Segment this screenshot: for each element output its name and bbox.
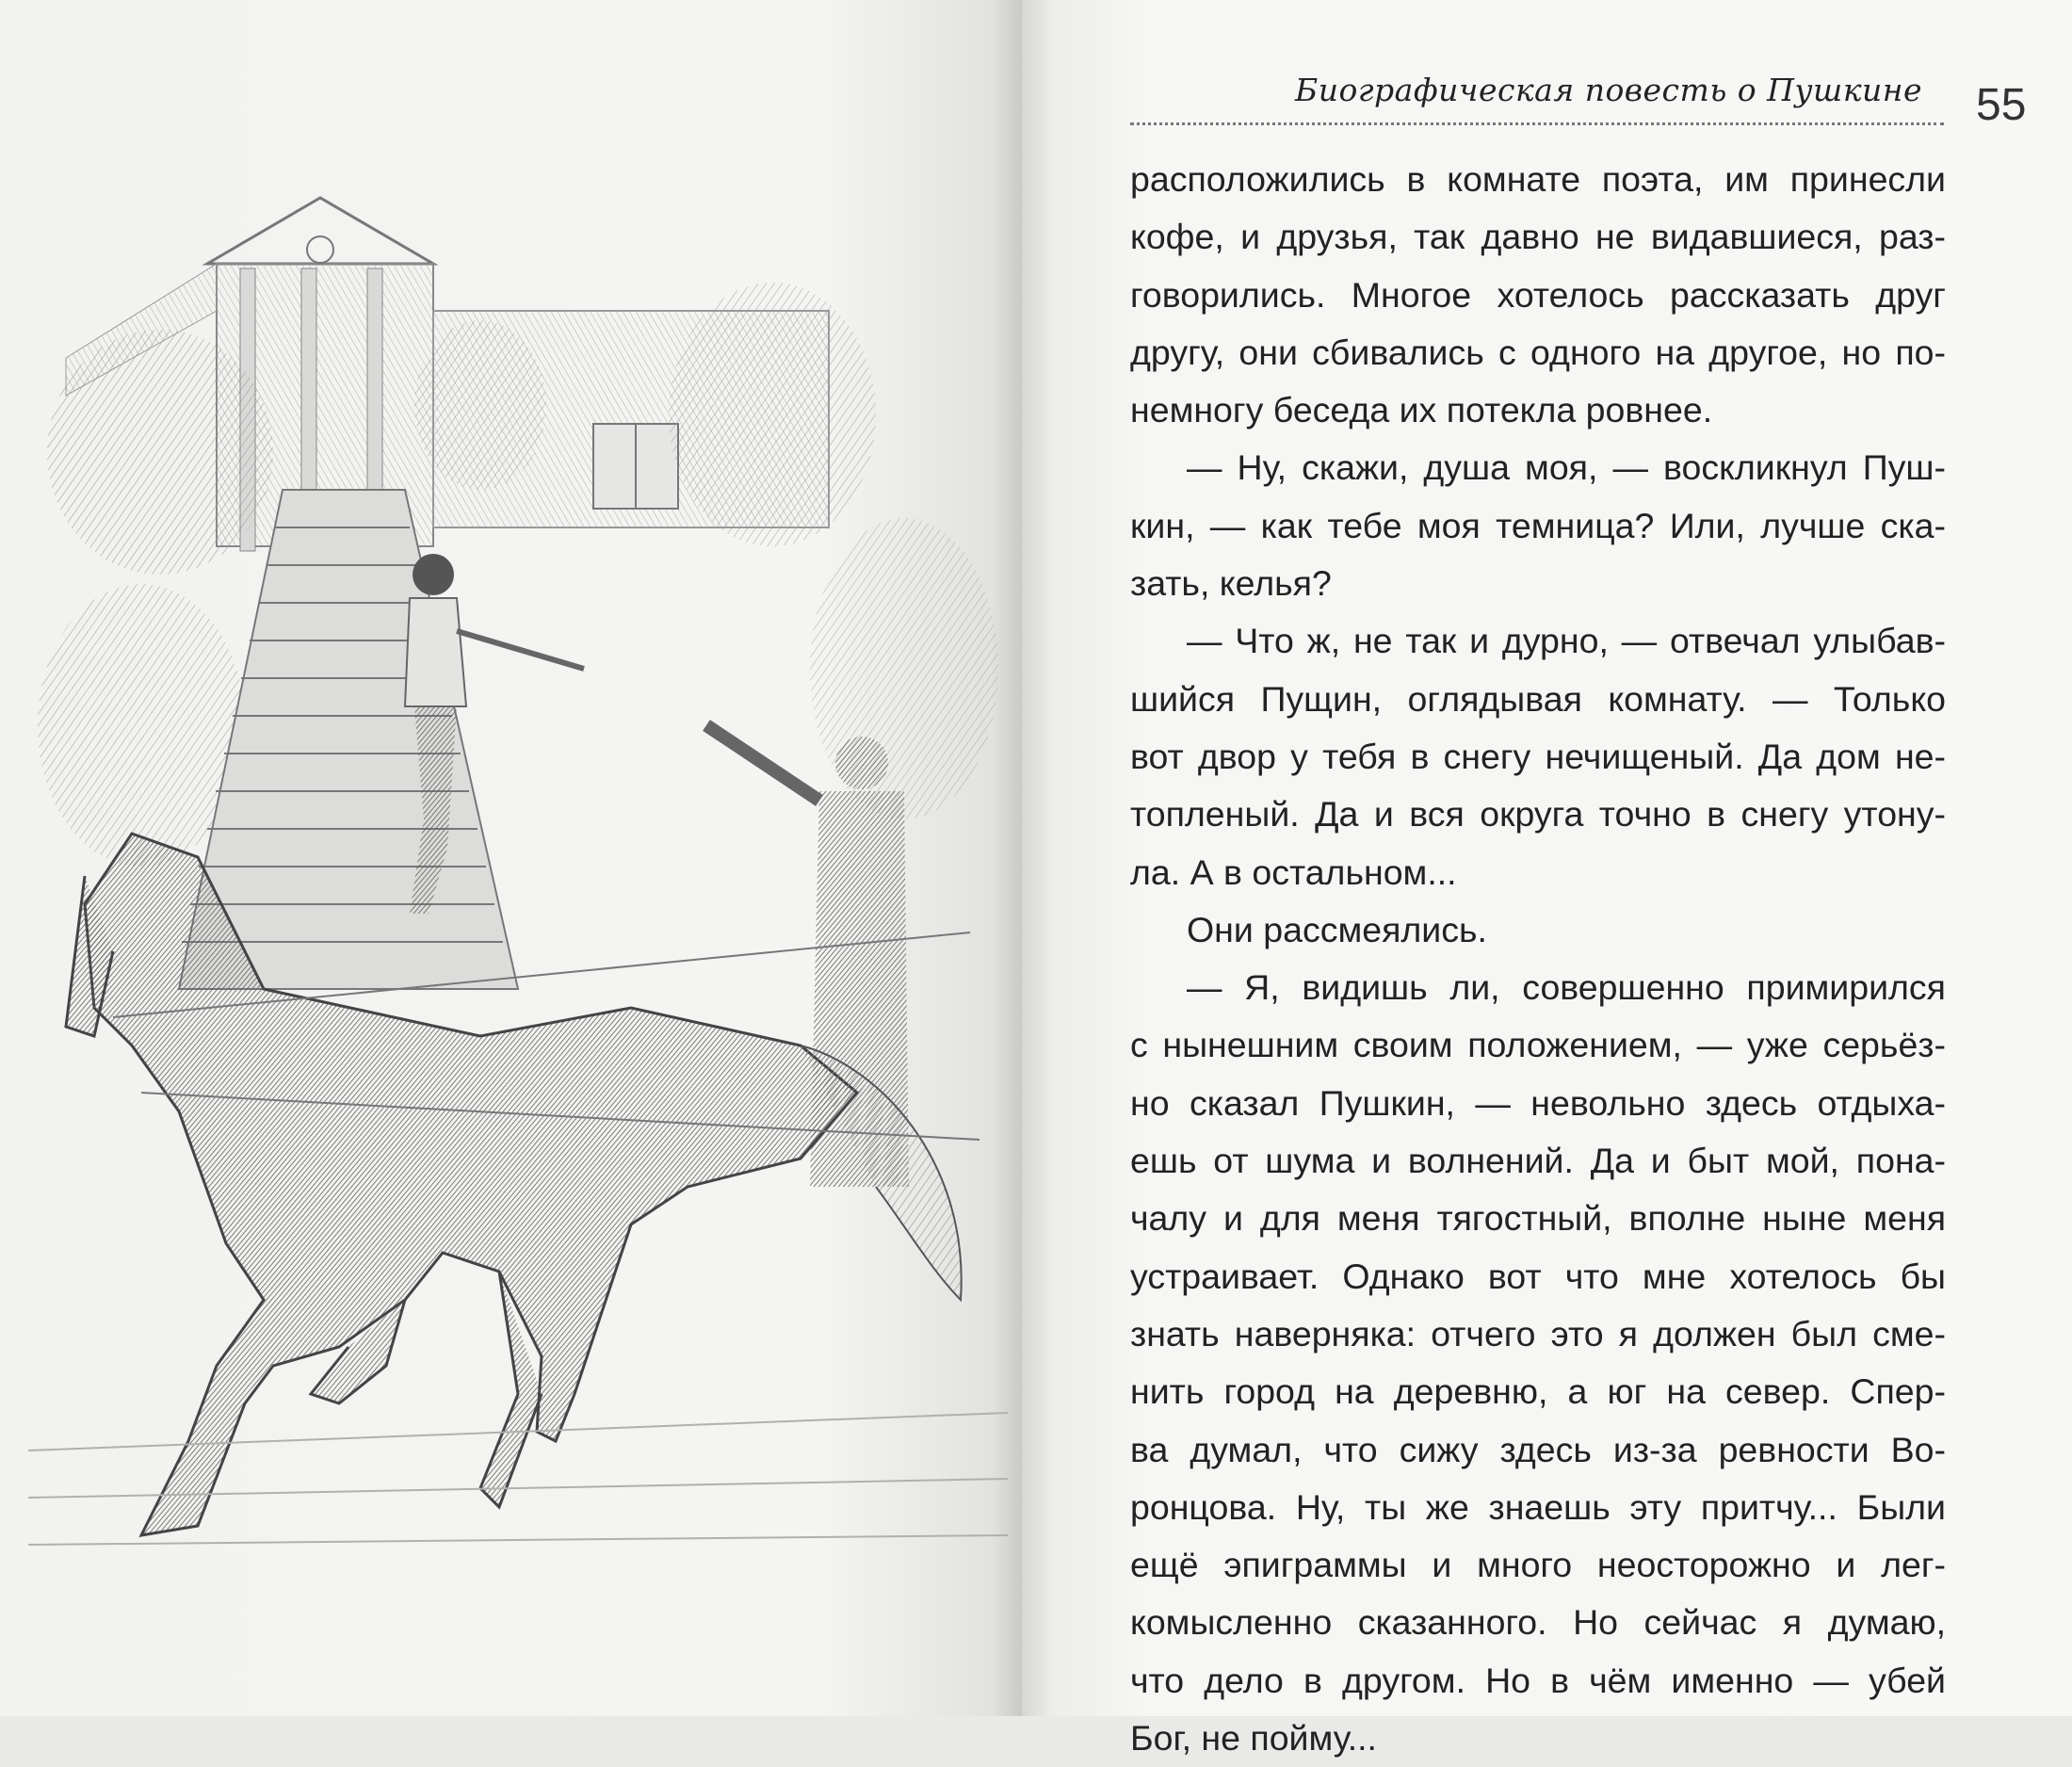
text-line: — Что ж, не так и дурно, — отвечал улыбав-: [1187, 621, 1946, 661]
text-line: Бог, не пойму...: [1130, 1718, 1377, 1759]
text-line: топленый. Да и вся округа точно в снегу утону-: [1130, 794, 1946, 835]
text-line: но сказал Пушкин, — невольно здесь отдыха-: [1130, 1082, 1946, 1123]
text-line: устраивает. Однако вот что мне хотелось бы: [1130, 1256, 1946, 1296]
staircase: [179, 490, 518, 989]
text-line: вот двор у тебя в снегу нечищеный. Да дом не-: [1130, 736, 1946, 776]
text-line: ва думал, что сижу здесь из-за ревности Во-: [1130, 1429, 1946, 1469]
text-line: Они рассмеялись.: [1187, 909, 1487, 949]
header-dotted-rule: [1130, 122, 1944, 125]
text-line: — Ну, скажи, душа моя, — воскликнул Пуш-: [1187, 447, 1946, 488]
text-line: нить город на деревню, а юг на север. Спер-: [1130, 1371, 1946, 1412]
text-line: шийся Пущин, оглядывая комнату. — Только: [1130, 678, 1946, 719]
text-line: ла. А в остальном...: [1130, 851, 1457, 892]
text-line: кофе, и друзья, так давно не видавшиеся, раз-: [1130, 217, 1946, 257]
body-text: [1130, 151, 1946, 1767]
text-line: кин, — как тебе моя темница? Или, лучше ска-: [1130, 505, 1946, 545]
page-number: 55: [1976, 80, 2027, 130]
text-line: знать наверняка: отчего это я должен был сме-: [1130, 1313, 1946, 1354]
text-line: говорились. Многое хотелось рассказать друг: [1130, 274, 1946, 315]
text-line: ешь от шума и волнений. Да и быт мой, пона-: [1130, 1141, 1946, 1181]
figure-on-stairs: [405, 554, 584, 914]
text-line: — Я, видишь ли, совершенно примирился: [1187, 967, 1946, 1008]
text-line: расположились в комнате поэта, им принесли: [1130, 159, 1946, 199]
text-line: чалу и для меня тягостный, вполне ныне меня: [1130, 1198, 1946, 1239]
text-line: немногу беседа их потекла ровнее.: [1130, 390, 1713, 430]
text-line: другу, они сбивались с одного на другое, но по-: [1130, 332, 1946, 372]
text-line: комысленно сказанного. Но сейчас я думаю,: [1130, 1602, 1946, 1643]
text-line: что дело в другом. Но в чём именно — убей: [1130, 1660, 1946, 1700]
illustration-horse-and-manor: [28, 141, 1008, 1582]
text-line: с нынешним своим положением, — уже серьёз-: [1130, 1025, 1946, 1065]
running-head: Биографическая повесть о Пушкине: [1295, 72, 1923, 108]
text-line: ронцова. Ну, ты же знаешь эту притчу... Были: [1130, 1486, 1946, 1527]
text-line: ещё эпиграммы и много неосторожно и лег-: [1130, 1545, 1946, 1585]
left-page: [0, 0, 1022, 1716]
text-line: зать, келья?: [1130, 563, 1332, 604]
